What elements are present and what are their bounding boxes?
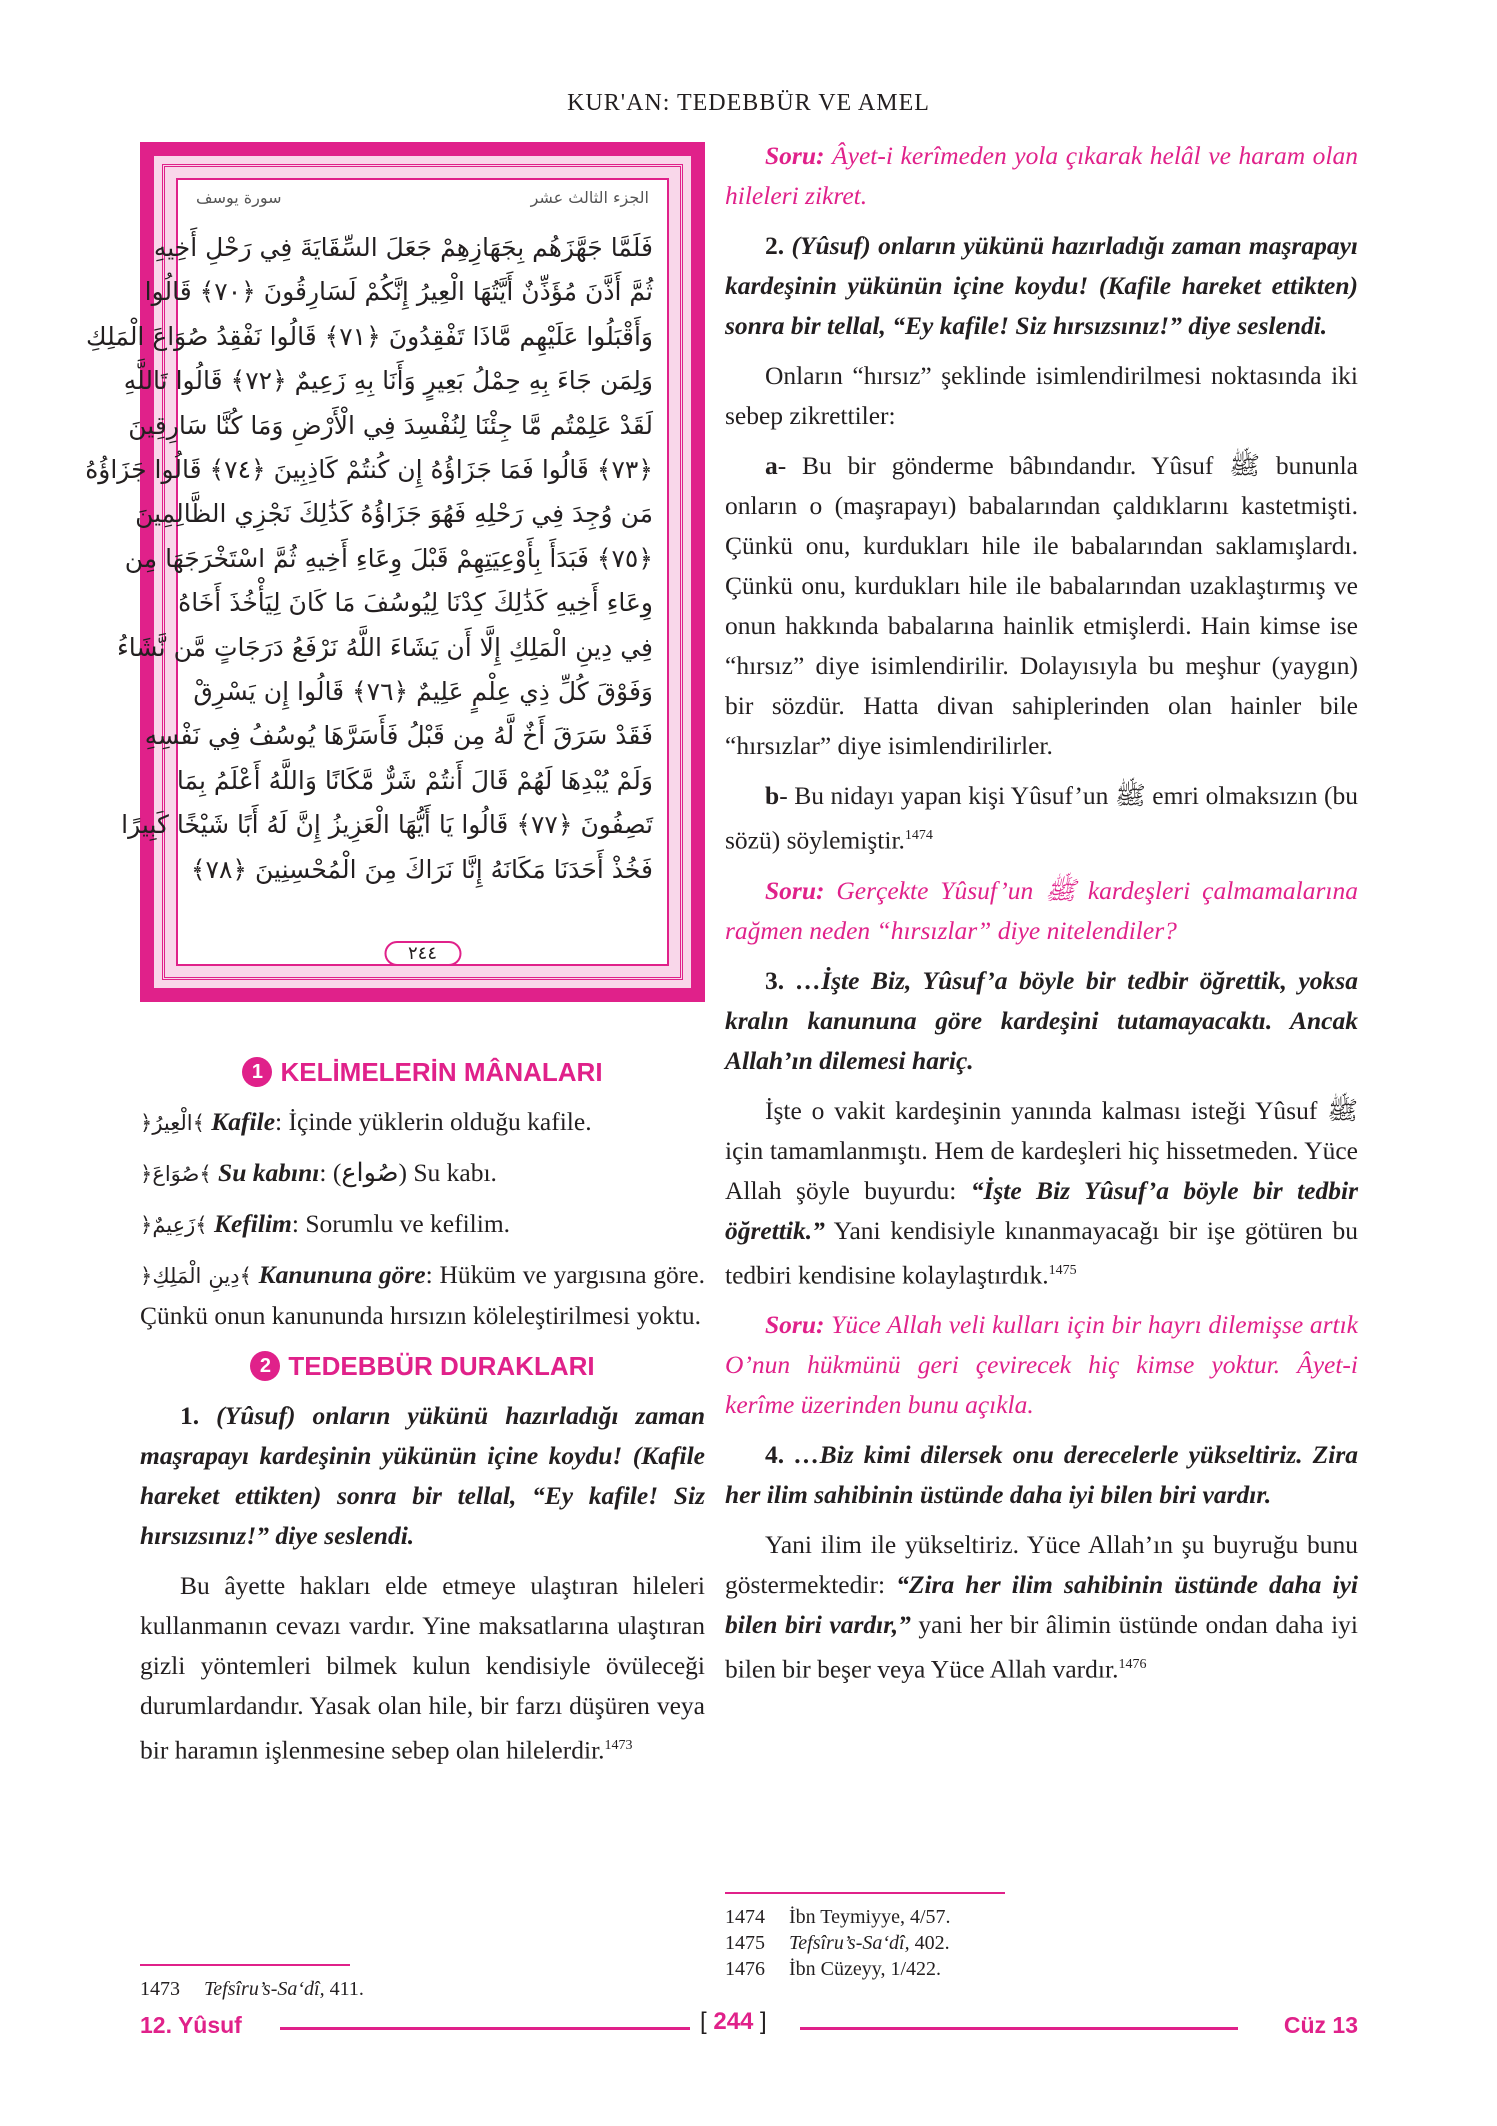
footnote-1476 [725,1956,941,1982]
footnote-1474 [725,1904,951,1930]
bracket: ] [753,2008,767,2035]
body-paragraph [725,1091,1358,1296]
bracket: [ [700,2008,714,2035]
right-column [725,136,1358,1700]
page-footer [140,2008,1358,2048]
quoted-verse: “İşte Biz Yûsuf’a böyle bir tedbir öğrettik.” [725,1175,1359,1245]
paragraph-text: İşte o vakit kardeşinin yanında kalması isteği Yûsuf ﷺ için tamamlanmıştı. Hem de kardeşleri hiç hissetmeden. Yüce Allah şöyle buyurdu: [725,1095,1358,1205]
word-definition: : İçinde yüklerin olduğu kafile. [275,1107,592,1136]
quran-line: وِعَاءِ أَخِيهِ كَذَٰلِكَ كِدْنَا لِيُوسُفَ مَا كَانَ لِيَأْخُذَ أَخَاهُ [178,588,653,618]
running-head: KUR'AN: TEDEBBÜR VE AMEL [567,90,930,116]
section-title: TEDEBBÜR DURAKLARI [288,1351,595,1381]
footnote-author: İbn Teymiyye, [789,1906,910,1928]
point-text: (Yûsuf) onların yükünü hazırladığı zaman maşrapayı kardeşinin yükünün içine koydu! (Kafile hareket ettikten) sonra bir tellal, “Ey kafile! Siz hırsızsınız!” diye seslendi. [725,231,1358,340]
footer-page-number [700,2008,767,2036]
section-number-badge: 1 [242,1057,272,1087]
tedebbur-point-3 [725,961,1358,1081]
quran-page-number: ٢٤٤ [384,941,461,966]
quran-line: وَأَقْبَلُوا عَلَيْهِم مَّاذَا تَفْقِدُونَ ﴿٧١﴾ قَالُوا نَفْقِدُ صُوَاعَ الْمَلِكِ [86,321,653,351]
tedebbur-point-2 [725,226,1358,346]
quran-line: وَفَوْقَ كُلِّ ذِي عِلْمٍ عَلِيمٌ ﴿٧٦﴾ قَالُوا إِن يَسْرِقْ [193,677,653,707]
footnote-page: 4/57. [910,1906,951,1928]
footnote-title: Tefsîru’s-Sa‘dî, [204,1978,325,2000]
section-heading-tedebbur [140,1346,705,1386]
arabic-word: ﴿صُوَاعَ﴾ [140,1162,212,1186]
paragraph-text: Yani ilim ile yükseltiriz. Yüce Allah’ın şu buyruğu bunu göstermektedir: [725,1530,1358,1599]
question-3 [725,1305,1358,1425]
footer-juz: Cüz 13 [1283,2012,1358,2038]
footnote-ref[interactable]: 1476 [1118,1657,1147,1672]
quoted-verse: “Zira her ilim sahibinin üstünde daha iyi bilen biri vardır,” [725,1570,1358,1639]
point-number: 2. [765,231,785,260]
point-number: 3. [765,965,785,995]
footnote-number: 1473 [140,1978,180,2000]
footnote-page: 1/422. [890,1958,942,1980]
footnote-author: İbn Cüzeyy, [789,1958,891,1980]
paragraph-text: yani her bir âlimin üstünde ondan daha iyi bilen bir beşer veya Yüce Allah vardır. [725,1610,1358,1684]
word-definition: : Sorumlu ve kefilim. [291,1209,511,1238]
section-heading-kelimeler [140,1052,705,1092]
word-meaning-item [140,1102,705,1143]
quran-header [178,184,667,220]
quran-text-panel [85,178,669,966]
word-definition: : Hüküm ve yargısına göre. Çünkü onun kanununda hırsızın köleleştirilmesi yoktu. [140,1260,705,1330]
quran-line: لَقَدْ عَلِمْتُم مَّا جِئْنَا لِنُفْسِدَ فِي الْأَرْضِ وَمَا كُنَّا سَارِقِينَ [128,410,653,440]
arabic-word: ﴿زَعِيمٌ﴾ [140,1213,208,1237]
left-column [140,1052,705,1781]
footer-rule-right [800,2027,1238,2030]
point-number: 4. [765,1440,785,1469]
quran-line: فَقَدْ سَرَقَ أَخٌ لَّهُ مِن قَبْلُ فَأَسَرَّهَا يُوسُفُ فِي نَفْسِهِ [144,721,653,751]
section-number-badge: 2 [250,1351,280,1381]
footer-surah: 12. Yûsuf [140,2012,242,2038]
footnote-page: 411. [324,1978,364,2000]
quran-juz-name: الجزء الثالث عشر [530,188,649,207]
footnote-number: 1475 [725,1932,765,1954]
footnote-number: 1474 [725,1906,765,1928]
question-label: Soru: [765,1310,825,1339]
word-meaning-item [140,1153,705,1194]
question-2 [725,871,1358,951]
footnote-title: Tefsîru’s-Sa‘dî, [789,1932,910,1954]
quran-line: ﴿٧٣﴾ قَالُوا فَمَا جَزَاؤُهُ إِن كُنتُمْ كَاذِبِينَ ﴿٧٤﴾ قَالُوا جَزَاؤُهُ [85,455,653,485]
quran-verses [85,226,653,892]
footnote-divider [140,1964,350,1966]
reason-label: a [765,451,778,480]
word-term: Kafile [211,1107,276,1136]
point-text: …İşte Biz, Yûsuf’a böyle bir tedbir öğrettik, yoksa kralın kanununa göre kardeşini tutamayacaktı. Ancak Allah’ın dilemesi hariç. [725,965,1358,1075]
reason-text: - Bu nidayı yapan kişi Yûsuf’un ﷺ emri olmaksızın (bu sözü) söylemiştir. [725,781,1358,855]
quran-line: وَلَمْ يُبْدِهَا لَهُمْ قَالَ أَنتُمْ شَرٌّ مَّكَانًا وَاللَّهُ أَعْلَمُ بِمَا [176,765,653,795]
word-meaning-item [140,1255,705,1336]
word-term: Su kabını [218,1158,320,1187]
footnote-ref[interactable]: 1473 [604,1738,633,1753]
question-text: Âyet-i kerîmeden yola çıkarak helâl ve haram olan hileleri zikret. [725,141,1358,210]
paragraph-text: Yani kendisiyle kınanmayacağı bir işe götüren bu tedbiri kendisine kolaylaştırdık. [725,1215,1358,1289]
tedebbur-point-4 [725,1435,1358,1515]
footnote-1473 [140,1976,364,2002]
body-paragraph [725,1525,1358,1690]
quran-line: تَصِفُونَ ﴿٧٧﴾ قَالُوا يَا أَيُّهَا الْعَزِيزُ إِنَّ لَهُ أَبًا شَيْخًا كَبِيرًا [121,810,653,840]
word-term: Kefilim [213,1209,292,1238]
footer-rule-left [280,2027,690,2030]
paragraph-text: Bu âyette hakları elde etmeye ulaştıran hileleri kullanmanın cevazı vardır. Yine maksatlarına ulaştıran gizli yöntemleri bilmek kulun kendisiyle övüleceği durumlardandır. Yasak olan hile, bir farzı düşüren veya bir haramın işlenmesine sebep olan hilelerdir. [140,1571,705,1765]
question-1 [725,136,1358,216]
section-title: KELİMELERİN MÂNALARI [280,1057,603,1087]
footnote-number: 1476 [725,1958,765,1980]
reason-a [725,446,1358,766]
arabic-word: ﴿دِينِ الْمَلِكِ﴾ [140,1264,252,1288]
footnote-ref[interactable]: 1474 [904,828,933,843]
point-text: …Biz kimi dilersek onu derecelerle yükseltiriz. Zira her ilim sahibinin üstünde daha iyi bilen biri vardır. [725,1440,1358,1509]
footnote-ref[interactable]: 1475 [1048,1262,1077,1278]
reason-b [725,776,1358,861]
quran-line: فَلَمَّا جَهَّزَهُم بِجَهَازِهِمْ جَعَلَ السِّقَايَةَ فِي رَحْلِ أَخِيهِ [153,233,653,262]
quran-line: مَن وُجِدَ فِي رَحْلِهِ فَهُوَ جَزَاؤُهُ كَذَٰلِكَ نَجْزِي الظَّالِمِينَ [135,499,653,529]
reason-text: - Bu bir gönderme bâbındandır. Yûsuf ﷺ bununla onların o (maşrapayı) babalarından çaldıklarını kastetmişti. Çünkü onu, kurdukları hile ile babalarından saklamışlardı. Çünkü onu, kurdukları hile ile babalarından uzaklaştırmış ve onun hakkında babalarına hainlik etmişlerdi. Hain kimse ise “hırsız” diye isimlendirilir. Dolayısıyla bu meşhur (yaygın) bir sözdür. Hatta divan sahiplerinden olan hainler bile “hırsızlar” diye isimlendirilirler. [725,451,1358,760]
quran-line: وَلِمَن جَاءَ بِهِ حِمْلُ بَعِيرٍ وَأَنَا بِهِ زَعِيمٌ ﴿٧٢﴾ قَالُوا تَاللَّهِ [123,366,653,396]
word-meaning-item [140,1204,705,1245]
tedebbur-point-1 [140,1396,705,1556]
reason-label: b [765,781,780,810]
footnote-page: 402. [909,1932,950,1954]
body-paragraph [140,1566,705,1771]
question-text: Yüce Allah veli kulları için bir hayrı dilemişse artık O’nun hükmünü geri çevirecek hiç kimse yoktur. Âyet-i kerîme üzerinden bunu açıkla. [725,1310,1358,1419]
point-number: 1. [180,1401,200,1430]
point-text: (Yûsuf) onların yükünü hazırladığı zaman maşrapayı kardeşinin yükünün içine koydu! (Kafile hareket ettikten) sonra bir tellal, “Ey kafile! Siz hırsızsınız!” diye seslendi. [140,1401,705,1550]
question-text: Gerçekte Yûsuf’un ﷺ kardeşleri çalmamalarına rağmen neden “hırsızlar” diye nitelendiler? [725,875,1358,945]
question-label: Soru: [765,875,825,905]
word-definition: : (صُواع) Su kabı. [319,1158,497,1187]
quran-line: فَخُذْ أَحَدَنَا مَكَانَهُ إِنَّا نَرَاكَ مِنَ الْمُحْسِنِينَ ﴿٧٨﴾ [190,854,653,884]
body-paragraph: Onların “hırsız” şeklinde isimlendirilmesi noktasında iki sebep zikrettiler: [725,361,1358,430]
footnote-divider [725,1892,1005,1894]
quran-surah-name: سورة يوسف [196,188,282,207]
page-number: 244 [713,2008,754,2035]
word-term: Kanununa göre [258,1260,426,1289]
footnote-1475 [725,1930,950,1956]
question-label: Soru: [765,141,825,170]
quran-line: ﴿٧٥﴾ فَبَدَأَ بِأَوْعِيَتِهِمْ قَبْلَ وِعَاءِ أَخِيهِ ثُمَّ اسْتَخْرَجَهَا مِن [124,543,653,573]
arabic-word: ﴿الْعِيرُ﴾ [140,1111,205,1135]
quran-page-frame [85,142,705,1002]
quran-line: ثُمَّ أَذَّنَ مُؤَذِّنٌ أَيَّتُهَا الْعِيرُ إِنَّكُمْ لَسَارِقُونَ ﴿٧٠﴾ قَالُوا [144,277,653,307]
quran-line: فِي دِينِ الْمَلِكِ إِلَّا أَن يَشَاءَ اللَّهُ نَرْفَعُ دَرَجَاتٍ مَّن نَّشَاءُ [117,632,653,662]
